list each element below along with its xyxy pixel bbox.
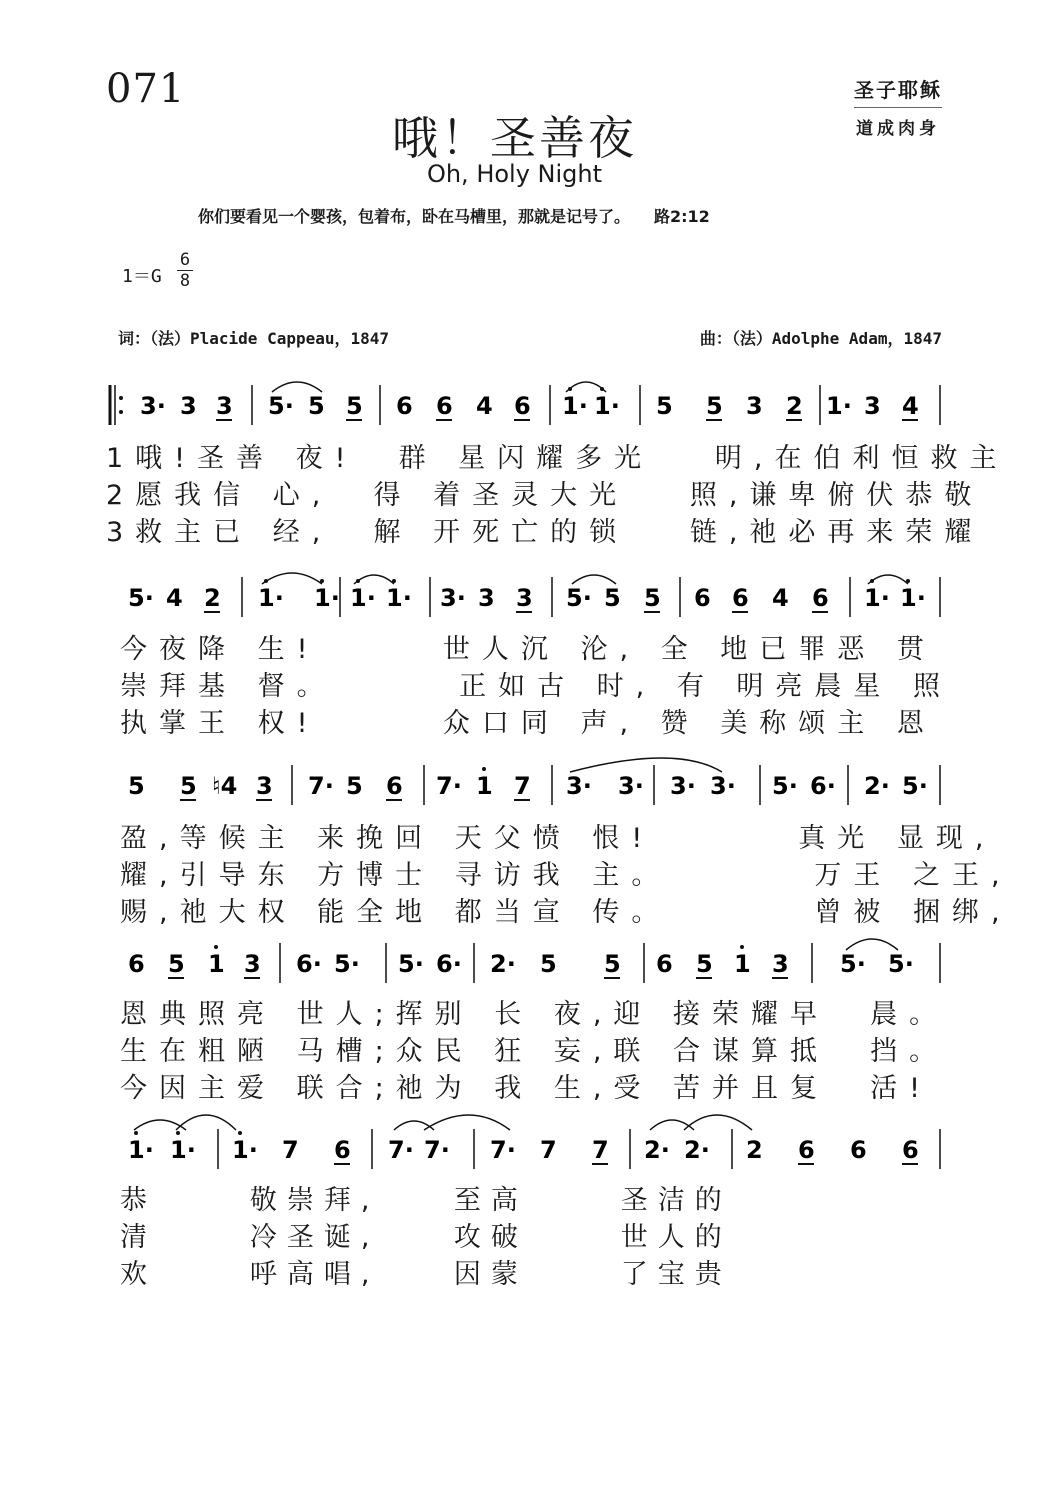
scripture-text: 你们要看见一个婴孩，包着布，卧在马槽里，那就是记号了。 xyxy=(198,207,631,226)
note: 6 xyxy=(850,1136,867,1164)
note: 1· xyxy=(350,584,376,612)
note: 5 xyxy=(604,584,621,612)
note: 5· xyxy=(566,584,592,612)
note: 3 xyxy=(244,950,261,978)
note: 5· xyxy=(888,950,914,978)
note: 5· xyxy=(772,772,798,800)
note: ♮4 xyxy=(212,772,238,800)
note: 3 xyxy=(772,950,789,978)
note: 3· xyxy=(670,772,696,800)
note: 7 xyxy=(592,1136,609,1164)
note: 1· xyxy=(258,584,284,612)
note: 3 xyxy=(478,584,495,612)
note: 1· xyxy=(128,1136,154,1164)
lyrics-line: 2愿我信 心, 得 着圣灵大光 照,谦卑俯伏恭敬 xyxy=(106,480,984,511)
lyrics-line: 清 冷圣诞, 攻破 世人的 xyxy=(120,1222,732,1253)
system-4-notes-text: 6 5 i 3 | 6· 5· | 5· 6· | 2· 5 5 | 6 5 i 3 | 5· 5· xyxy=(421,1460,546,1467)
note: 6 xyxy=(732,584,749,612)
note: 3 xyxy=(256,772,273,800)
key-signature: 1＝G xyxy=(122,266,162,287)
system-4-notes xyxy=(128,939,940,983)
note: 1· xyxy=(232,1136,258,1164)
note: 6 xyxy=(334,1136,351,1164)
system-3-notes xyxy=(128,758,940,805)
note: 3 xyxy=(864,392,881,420)
note: 4 xyxy=(476,392,493,420)
system-3-notes-text: 5 5 #4 3 | 7· 5 6 | 7· i 7 | 3· 3· | 3· 3· | 5· 6· | 2· 5· xyxy=(272,1460,420,1467)
hymn-number: 071 xyxy=(106,66,186,112)
note: 7· xyxy=(490,1136,516,1164)
note: 7· xyxy=(308,772,334,800)
system-2-notes xyxy=(128,573,940,617)
note: 2 xyxy=(746,1136,763,1164)
note: 1· xyxy=(170,1136,196,1164)
note: 1 xyxy=(734,950,751,978)
lyrics-line: 1哦!圣善 夜! 群 星闪耀多光 明,在伯利恒救主 xyxy=(106,443,1009,474)
lyrics-line: 生在粗陋 马槽;众民 狂 妄,联 合谋算抵 挡。 xyxy=(120,1036,949,1067)
note: 5 xyxy=(696,950,713,978)
note: 4 xyxy=(772,584,789,612)
note: 5· xyxy=(840,950,866,978)
note: 3· xyxy=(710,772,736,800)
lyrics-line: 恭 敬崇拜, 至高 圣洁的 xyxy=(120,1185,732,1216)
lyrics-line: 欢 呼高唱, 因蒙 了宝贵 xyxy=(120,1259,732,1290)
note: 7 xyxy=(282,1136,299,1164)
note: 2· xyxy=(490,950,516,978)
lyrics-line: 赐,祂大权 能全地 都当宣 传。 曾被 捆绑, xyxy=(120,897,1012,928)
note: 5· xyxy=(398,950,424,978)
lyrics-line: 今夜降 生! 世人沉 沦, 全 地已罪恶 贯 xyxy=(120,634,936,665)
time-sig-top: 6 xyxy=(179,250,191,270)
note: 4 xyxy=(166,584,183,612)
note: 5 xyxy=(604,950,621,978)
note: 5 xyxy=(128,772,145,800)
note: 7· xyxy=(424,1136,450,1164)
note: 6 xyxy=(798,1136,815,1164)
lyrics-line: 盈,等候主 来挽回 天父愤 恨! 真光 显现, xyxy=(120,823,996,854)
note: 1 xyxy=(208,950,225,978)
category-main: 圣子耶稣 xyxy=(854,74,942,108)
system-5-notes-text: i· i· | i· 7 6 | 7· 7· | 7· 7 7 | 2· 2· | 2 6 6 6 xyxy=(547,1460,667,1467)
note: 3· xyxy=(140,392,166,420)
note: 5 xyxy=(346,772,363,800)
category-sub: 道成肉身 xyxy=(856,119,940,139)
page-subtitle: Oh, Holy Night xyxy=(426,160,603,188)
note: 3· xyxy=(618,772,644,800)
note: 3 xyxy=(516,584,533,612)
lyrics-line: 今因主爱 联合;祂为 我 生,受 苦并且复 活! xyxy=(120,1073,932,1104)
scripture-ref: 路2:12 xyxy=(654,207,710,226)
lyrics-line: 恩典照亮 世人;挥别 长 夜,迎 接荣耀早 晨。 xyxy=(120,999,949,1030)
note: 7 xyxy=(514,772,531,800)
note: 6 xyxy=(436,392,453,420)
lyrics-line: 耀,引导东 方博士 寻访我 主。 万王 之王, xyxy=(120,860,1012,891)
note: 3 xyxy=(216,392,233,420)
note: 7 xyxy=(540,1136,557,1164)
notes-reference xyxy=(0,1460,1049,1467)
note: 6 xyxy=(656,950,673,978)
note: 5· xyxy=(268,392,294,420)
note: 1· xyxy=(386,584,412,612)
note: 1· xyxy=(562,392,588,420)
lyrics-line: 崇拜基 督。 正如古 时, 有 明亮晨星 照 xyxy=(120,671,952,702)
note: 3 xyxy=(746,392,763,420)
note: 2 xyxy=(204,584,221,612)
note: 6 xyxy=(128,950,145,978)
note: 1· xyxy=(314,584,340,612)
note: 5· xyxy=(334,950,360,978)
note: 1· xyxy=(594,392,620,420)
note: 5· xyxy=(128,584,154,612)
note: 5 xyxy=(168,950,185,978)
note: 6 xyxy=(694,584,711,612)
lyrics-line: 执掌王 权! 众口同 声, 赞 美称颂主 恩 xyxy=(120,708,936,739)
time-sig-bottom: 8 xyxy=(177,270,193,291)
note: 6 xyxy=(386,772,403,800)
lyricist-credit: 词：（法）Placide Cappeau，1847 xyxy=(118,329,390,348)
note: 5 xyxy=(540,950,557,978)
note: 5 xyxy=(644,584,661,612)
note: 3· xyxy=(566,772,592,800)
note: 5 xyxy=(180,772,197,800)
note: 7· xyxy=(388,1136,414,1164)
note: 5 xyxy=(346,392,363,420)
note: 6 xyxy=(514,392,531,420)
note: 5· xyxy=(902,772,928,800)
note: 6· xyxy=(296,950,322,978)
note: 2· xyxy=(864,772,890,800)
system-1-notes xyxy=(110,382,940,425)
note: 2· xyxy=(684,1136,710,1164)
system-2-notes-text: 5· 4 2 | i· i· | i· i· | 3· 3 3 | 5· 5 5 | 6 6 4 6 | i· i· xyxy=(134,1460,271,1467)
note: 3 xyxy=(180,392,197,420)
note: 7· xyxy=(436,772,462,800)
note: 6· xyxy=(810,772,836,800)
system-5-notes xyxy=(128,1115,940,1169)
note: 1 xyxy=(476,772,493,800)
composer-credit: 曲：（法）Adolphe Adam，1847 xyxy=(699,329,942,348)
note: 5 xyxy=(706,392,723,420)
note: 6· xyxy=(436,950,462,978)
note: 1· xyxy=(826,392,852,420)
note: 6 xyxy=(812,584,829,612)
note: 5 xyxy=(308,392,325,420)
lyrics-line: 3救主已 经, 解 开死亡的锁 链,祂必再来荣耀 xyxy=(106,517,984,548)
note: 2· xyxy=(644,1136,670,1164)
note: 2 xyxy=(786,392,803,420)
note: 1· xyxy=(900,584,926,612)
note: 3· xyxy=(440,584,466,612)
note: 1· xyxy=(864,584,890,612)
note: 6 xyxy=(396,392,413,420)
system-1-notes-text: 3· 3 3 | 5· 5 5 | 6 6 4 6 | i· i· | 5 5 3 2 | 1· 3 4 xyxy=(0,1460,133,1467)
note: 5 xyxy=(656,392,673,420)
note: 6 xyxy=(902,1136,919,1164)
note: 4 xyxy=(902,392,919,420)
page-title: 哦！圣善夜 xyxy=(392,111,637,165)
